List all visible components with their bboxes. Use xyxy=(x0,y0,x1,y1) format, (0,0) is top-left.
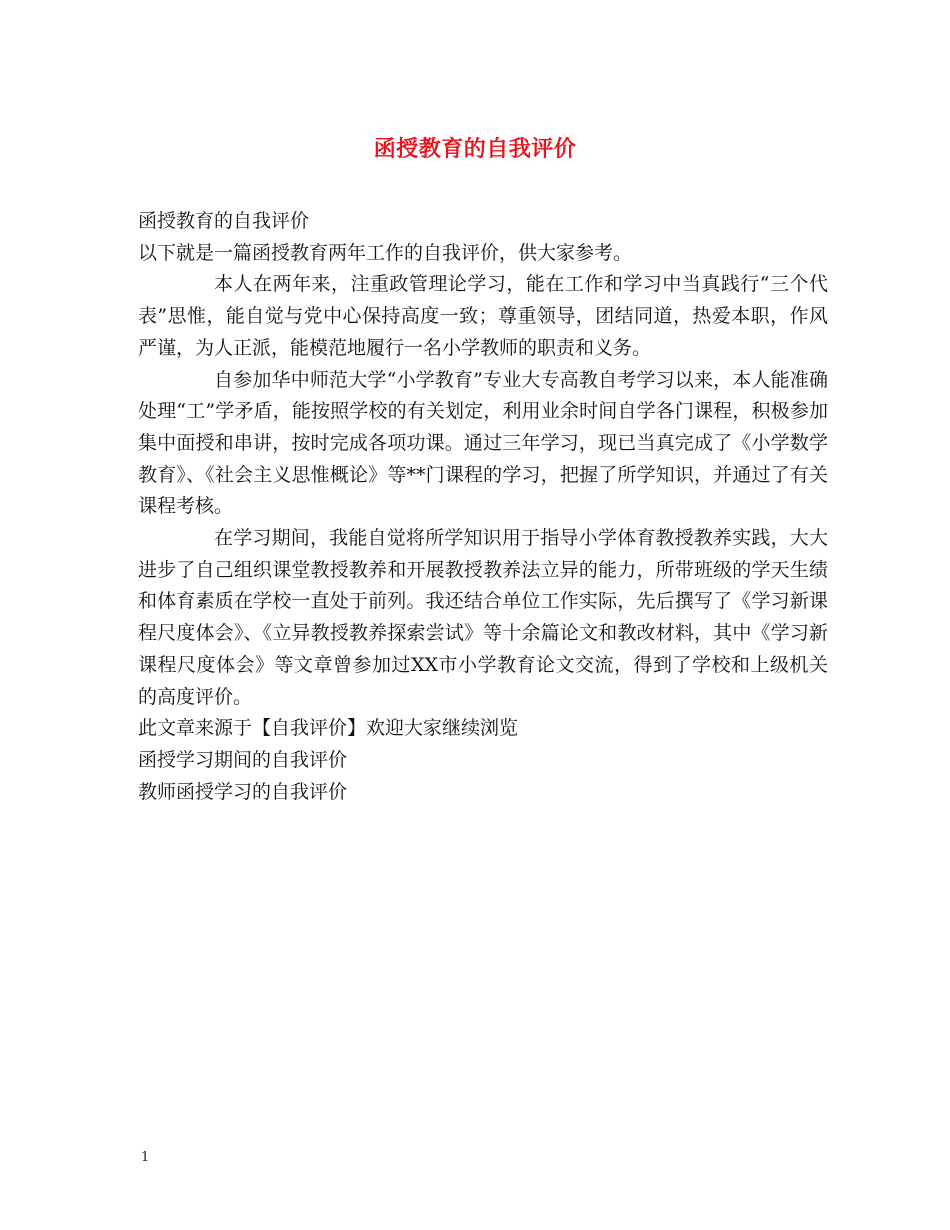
paragraph-1: 本人在两年来，注重政管理论学习，能在工作和学习中当真践行“三个代表”思惟，能自觉与党中心保持高度一致；尊重领导，团结同道，热爱本职，作风严谨，为人正派，能模范地履行一名小学教师的职责和义务。 xyxy=(138,273,828,359)
page-number: 1 xyxy=(141,1150,150,1165)
source-line: 此文章来源于【自我评价】欢迎大家继续浏览 xyxy=(138,717,519,740)
related-link-2[interactable]: 教师函授学习的自我评价 xyxy=(138,780,348,803)
intro-line: 以下就是一篇函授教育两年工作的自我评价，供大家参考。 xyxy=(138,241,633,264)
document-body xyxy=(138,206,828,808)
paragraph-2: 自参加华中师范大学“小学教育”专业大专高教自考学习以来，本人能准确处理“工”学矛盾，能按照学校的有关划定，利用业余时间自学各门课程，积极参加集中面授和串讲，按时完成各项功课。通过三年学习，现已当真完成了《小学数学教育》、《社会主义思惟概论》等**门课程的学习，把握了所学知识，并通过了有关课程考核。 xyxy=(138,368,828,518)
paragraph-3: 在学习期间，我能自觉将所学知识用于指导小学体育教授教养实践，大大进步了自己组织课堂教授教养和开展教授教养法立异的能力，所带班级的学天生绩和体育素质在学校一直处于前列。我还结合单位工作实际，先后撰写了《学习新课程尺度体会》、《立异教授教养探索尝试》等十余篇论文和教改材料，其中《学习新课程尺度体会》等文章曾参加过XX市小学教育论文交流，得到了学校和上级机关的高度评价。 xyxy=(138,527,828,708)
related-link-1[interactable]: 函授学习期间的自我评价 xyxy=(138,748,348,771)
document-title: 函授教育的自我评价 xyxy=(373,136,577,162)
heading-line: 函授教育的自我评价 xyxy=(138,210,310,232)
